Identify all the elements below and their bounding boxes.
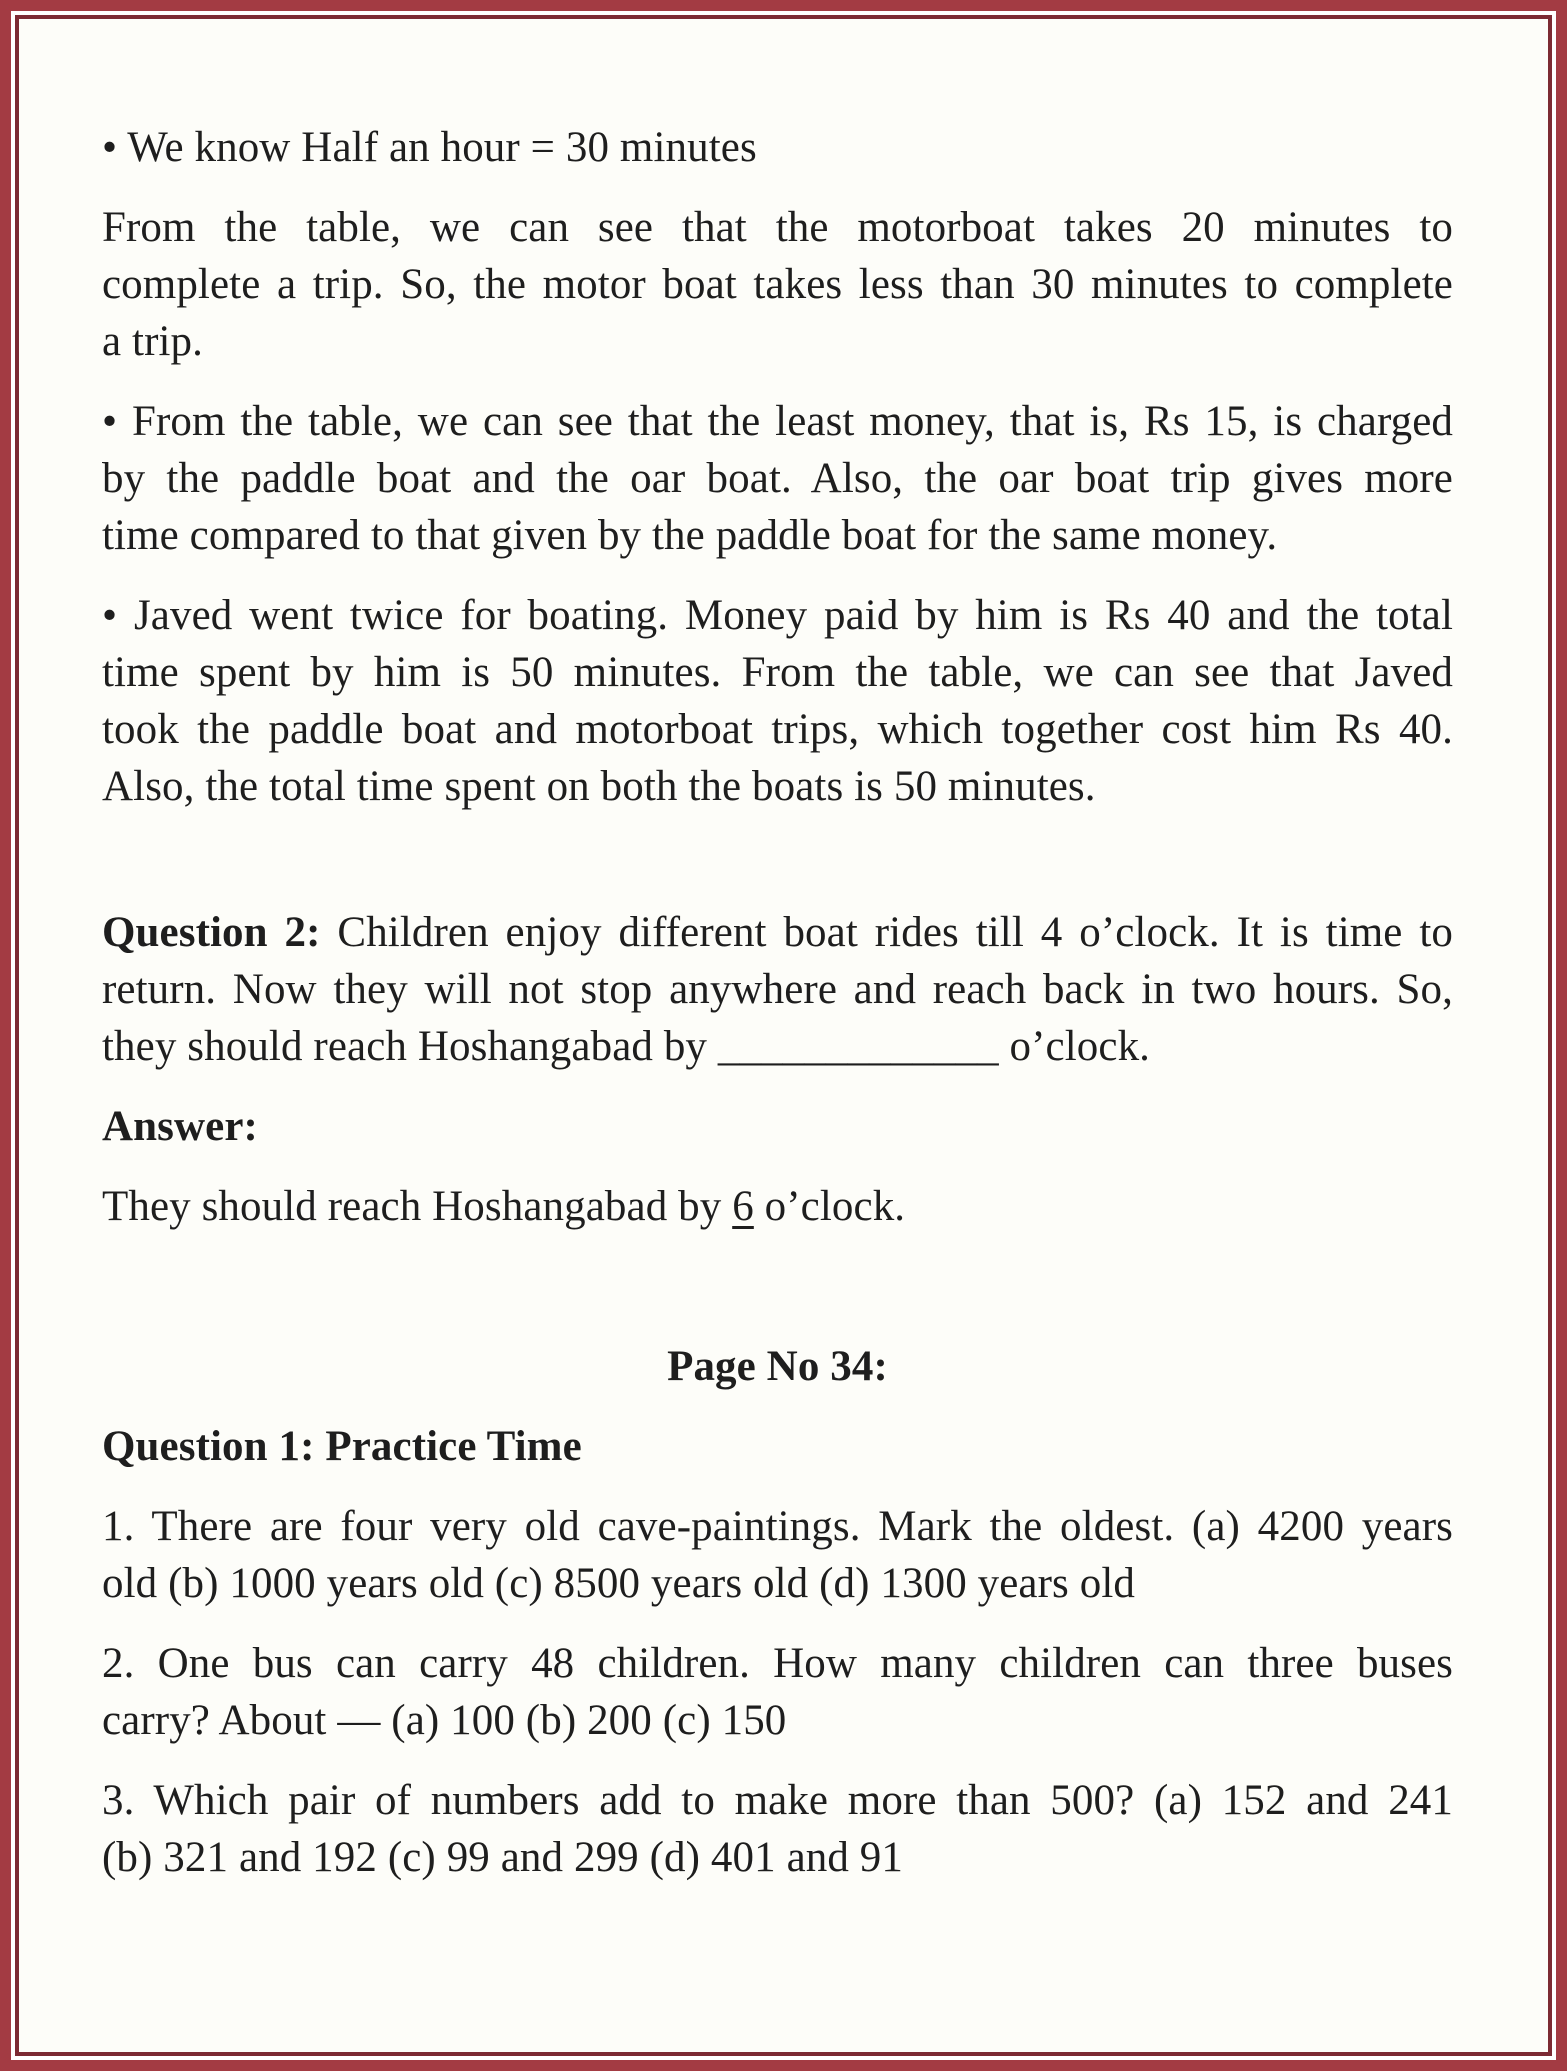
document-content — [102, 119, 1453, 1886]
text-line — [102, 1498, 1453, 1555]
text-line — [102, 758, 1453, 815]
text-span: (b) 321 and 192 (c) 99 and 299 (d) 401 and 91 — [102, 1834, 904, 1881]
text-line — [102, 961, 1453, 1018]
text-line — [102, 1178, 1453, 1235]
text-line — [102, 587, 1453, 644]
bold-text: Page No 34: — [667, 1343, 888, 1390]
underlined-text: 6 — [732, 1183, 754, 1230]
bold-text: Question 1: Practice Time — [102, 1423, 582, 1470]
bold-text: Answer: — [102, 1103, 258, 1150]
text-line — [102, 644, 1453, 701]
text-span: Children enjoy different boat rides till 4 o’clock. It is time to — [320, 909, 1453, 956]
text-line — [102, 199, 1453, 256]
text-line — [102, 701, 1453, 758]
text-span: o’clock. — [753, 1183, 906, 1230]
text-line — [102, 450, 1453, 507]
text-span: 3. Which pair of numbers add to make more than 500? (a) 152 and 241 — [102, 1777, 1453, 1824]
paragraph — [102, 904, 1453, 1075]
text-span: • Javed went twice for boating. Money paid by him is Rs 40 and the total — [102, 592, 1453, 639]
bullet-paragraph — [102, 587, 1453, 815]
text-span: a trip. — [102, 318, 203, 365]
text-line — [102, 1098, 1453, 1155]
text-span: 2. One bus can carry 48 children. How many children can three buses — [102, 1640, 1453, 1687]
text-span: carry? About — (a) 100 (b) 200 (c) 150 — [102, 1697, 787, 1744]
text-line — [102, 313, 1453, 370]
bullet-paragraph — [102, 393, 1453, 564]
text-line — [102, 1555, 1453, 1612]
numbered-paragraph — [102, 1772, 1453, 1886]
bold-text: Question 2: — [102, 909, 321, 956]
text-line — [102, 1018, 1453, 1075]
heading-paragraph — [102, 1418, 1453, 1475]
text-span: They should reach Hoshangabad by — [102, 1183, 733, 1230]
vertical-spacer — [102, 1258, 1453, 1338]
text-line — [102, 1772, 1453, 1829]
paragraph — [102, 1178, 1453, 1235]
center-heading — [102, 1338, 1453, 1395]
text-line — [102, 904, 1453, 961]
vertical-spacer — [102, 838, 1453, 904]
paragraph — [102, 199, 1453, 370]
text-span: by the paddle boat and the oar boat. Also, the oar boat trip gives more — [102, 455, 1453, 502]
text-line — [102, 393, 1453, 450]
text-line — [102, 256, 1453, 313]
text-span: they should reach Hoshangabad by _____________ o’clock. — [102, 1023, 1151, 1070]
text-line — [102, 1692, 1453, 1749]
text-line — [102, 1338, 1453, 1395]
text-line — [102, 1635, 1453, 1692]
text-span: time spent by him is 50 minutes. From the table, we can see that Javed — [102, 649, 1453, 696]
numbered-paragraph — [102, 1498, 1453, 1612]
text-span: time compared to that given by the paddle boat for the same money. — [102, 512, 1278, 559]
text-span: From the table, we can see that the motorboat takes 20 minutes to — [102, 204, 1453, 251]
text-span: Also, the total time spent on both the boats is 50 minutes. — [102, 763, 1096, 810]
text-span: old (b) 1000 years old (c) 8500 years old (d) 1300 years old — [102, 1560, 1135, 1607]
text-span: • From the table, we can see that the least money, that is, Rs 15, is charged — [102, 398, 1453, 445]
text-span: return. Now they will not stop anywhere and reach back in two hours. So, — [102, 966, 1453, 1013]
text-span: complete a trip. So, the motor boat takes less than 30 minutes to complete — [102, 261, 1453, 308]
numbered-paragraph — [102, 1635, 1453, 1749]
text-span: took the paddle boat and motorboat trips, which together cost him Rs 40. — [102, 706, 1453, 753]
text-line — [102, 119, 1453, 176]
text-line — [102, 1829, 1453, 1886]
page-inner-border — [15, 15, 1552, 2056]
bullet-paragraph — [102, 119, 1453, 176]
paragraph — [102, 1098, 1453, 1155]
text-line — [102, 507, 1453, 564]
text-line — [102, 1418, 1453, 1475]
text-span: • We know Half an hour = 30 minutes — [102, 124, 757, 171]
text-span: 1. There are four very old cave-paintings. Mark the oldest. (a) 4200 years — [102, 1503, 1453, 1550]
